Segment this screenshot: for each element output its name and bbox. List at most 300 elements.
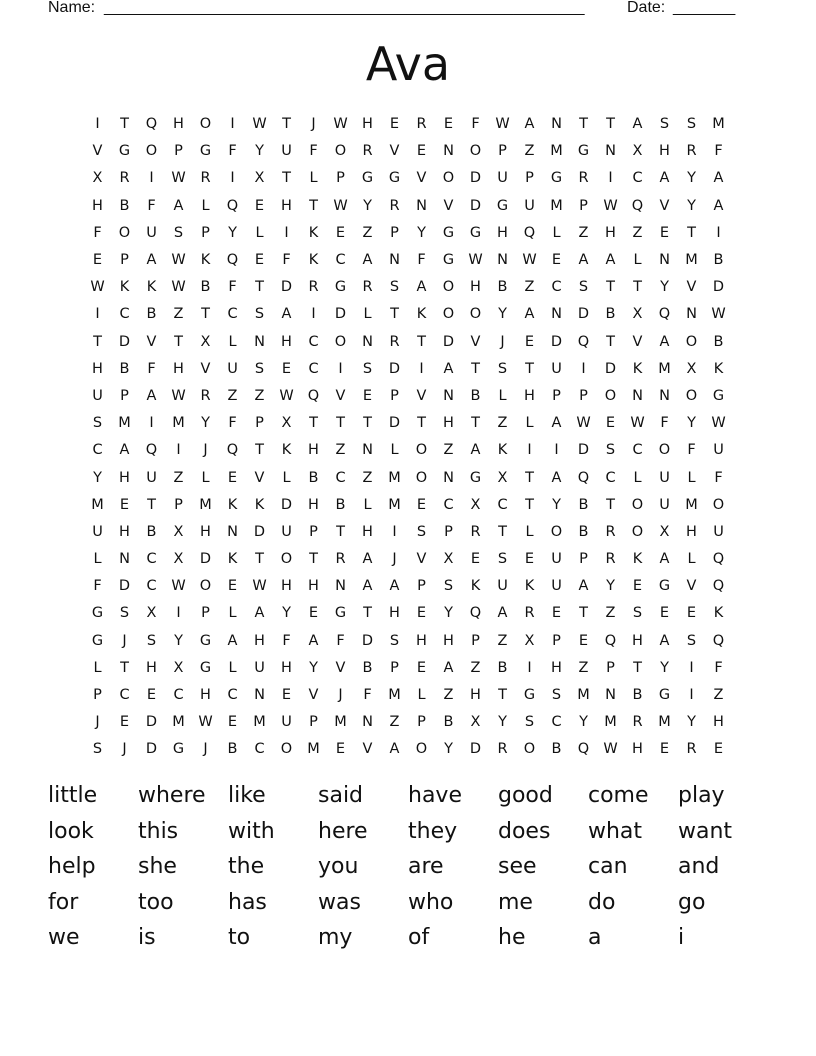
grid-letter[interactable]: K [281,442,292,459]
grid-letter[interactable]: U [227,360,238,377]
grid-letter[interactable]: M [685,496,698,513]
grid-letter[interactable]: K [146,279,157,296]
grid-letter[interactable]: S [146,632,157,649]
grid-letter[interactable]: E [254,197,265,214]
grid-letter[interactable]: S [254,360,265,377]
grid-letter[interactable]: O [550,523,563,540]
grid-letter[interactable]: W [90,279,105,296]
grid-letter[interactable]: S [524,714,535,731]
grid-letter[interactable]: F [228,143,237,160]
grid-letter[interactable]: C [551,714,562,731]
grid-letter[interactable]: Q [226,252,239,269]
grid-letter[interactable]: U [281,143,292,160]
grid-letter[interactable]: S [686,632,697,649]
grid-letter[interactable]: T [471,360,480,377]
grid-letter[interactable]: L [93,659,102,676]
grid-letter[interactable]: Z [335,442,346,459]
grid-letter[interactable]: P [201,224,210,241]
grid-letter[interactable]: F [282,632,291,649]
grid-letter[interactable]: C [335,469,346,486]
grid-letter[interactable]: A [497,605,508,622]
grid-letter[interactable]: D [442,333,455,350]
grid-letter[interactable]: P [201,605,210,622]
grid-letter[interactable]: Q [712,632,725,649]
grid-letter[interactable]: V [308,687,319,704]
grid-letter[interactable]: C [308,333,319,350]
grid-letter[interactable]: O [685,387,698,404]
grid-letter[interactable]: N [497,252,508,269]
grid-letter[interactable]: J [122,741,127,758]
grid-letter[interactable]: P [552,387,561,404]
grid-letter[interactable]: L [633,469,642,486]
grid-letter[interactable]: O [469,306,482,323]
grid-letter[interactable]: I [419,360,424,377]
grid-letter[interactable]: D [577,306,590,323]
grid-letter[interactable]: S [605,442,616,459]
grid-letter[interactable]: N [443,143,454,160]
grid-letter[interactable]: J [311,116,316,133]
grid-letter[interactable]: T [606,496,615,513]
grid-letter[interactable]: J [392,551,397,568]
grid-letter[interactable]: R [389,197,400,214]
grid-letter[interactable]: N [551,306,562,323]
grid-letter[interactable]: G [118,143,131,160]
grid-letter[interactable]: G [199,659,212,676]
grid-letter[interactable]: L [687,551,696,568]
grid-letter[interactable]: H [308,578,319,595]
grid-letter[interactable]: T [606,279,615,296]
grid-letter[interactable]: E [308,605,319,622]
grid-letter[interactable]: G [91,632,104,649]
grid-letter[interactable]: T [309,551,318,568]
grid-letter[interactable]: D [280,496,293,513]
grid-letter[interactable]: R [578,170,589,187]
grid-letter[interactable]: Q [658,306,671,323]
grid-letter[interactable]: H [389,605,400,622]
grid-letter[interactable]: S [578,279,589,296]
grid-letter[interactable]: Y [660,279,669,296]
grid-letter[interactable]: A [524,116,535,133]
grid-letter[interactable]: A [254,605,265,622]
grid-letter[interactable]: H [308,496,319,513]
grid-letter[interactable]: U [281,714,292,731]
grid-letter[interactable]: U [659,469,670,486]
grid-letter[interactable]: I [311,306,316,323]
grid-letter[interactable]: Q [307,387,320,404]
grid-letter[interactable]: Y [309,659,318,676]
grid-letter[interactable]: C [119,306,130,323]
grid-letter[interactable]: B [200,279,211,296]
grid-letter[interactable]: S [686,116,697,133]
grid-letter[interactable]: K [632,360,643,377]
grid-letter[interactable]: W [252,116,267,133]
grid-letter[interactable]: Y [606,578,615,595]
grid-letter[interactable]: A [443,659,454,676]
grid-letter[interactable]: Z [632,224,643,241]
grid-letter[interactable]: C [551,279,562,296]
grid-letter[interactable]: L [498,387,507,404]
grid-letter[interactable]: D [550,333,563,350]
grid-letter[interactable]: U [146,224,157,241]
grid-letter[interactable]: T [363,415,372,432]
grid-letter[interactable]: B [632,687,643,704]
grid-letter[interactable]: T [282,170,291,187]
grid-letter[interactable]: J [95,714,100,731]
grid-letter[interactable]: G [361,170,374,187]
grid-letter[interactable]: R [362,143,373,160]
grid-letter[interactable]: P [390,387,399,404]
grid-letter[interactable]: E [416,605,427,622]
grid-letter[interactable]: E [335,741,346,758]
grid-letter[interactable]: I [230,116,235,133]
grid-letter[interactable]: T [498,523,507,540]
grid-letter[interactable]: P [336,170,345,187]
grid-letter[interactable]: Z [605,605,616,622]
grid-letter[interactable]: O [442,306,455,323]
grid-letter[interactable]: M [550,143,563,160]
grid-letter[interactable]: O [631,523,644,540]
grid-letter[interactable]: U [92,523,103,540]
grid-letter[interactable]: E [416,143,427,160]
grid-letter[interactable]: M [307,741,320,758]
grid-letter[interactable]: L [255,224,264,241]
grid-letter[interactable]: X [173,551,184,568]
grid-letter[interactable]: P [579,551,588,568]
grid-letter[interactable]: E [119,714,130,731]
grid-letter[interactable]: G [199,632,212,649]
grid-letter[interactable]: E [713,741,724,758]
grid-letter[interactable]: E [227,469,238,486]
grid-letter[interactable]: P [390,659,399,676]
grid-letter[interactable]: V [389,143,400,160]
grid-letter[interactable]: X [686,360,697,377]
grid-letter[interactable]: A [659,551,670,568]
grid-letter[interactable]: K [254,496,265,513]
grid-letter[interactable]: H [443,632,454,649]
grid-letter[interactable]: G [442,224,455,241]
grid-letter[interactable]: K [308,252,319,269]
grid-letter[interactable]: C [632,442,643,459]
grid-letter[interactable]: L [228,333,237,350]
name-blank-line[interactable]: ______________________________________________________ [104,0,585,16]
grid-letter[interactable]: N [362,714,373,731]
grid-letter[interactable]: H [497,224,508,241]
grid-letter[interactable]: C [173,687,184,704]
grid-letter[interactable]: H [551,659,562,676]
grid-letter[interactable]: E [416,496,427,513]
grid-letter[interactable]: I [581,360,586,377]
grid-letter[interactable]: Z [389,714,400,731]
grid-letter[interactable]: V [632,333,643,350]
grid-letter[interactable]: B [470,387,481,404]
grid-letter[interactable]: R [308,279,319,296]
grid-letter[interactable]: H [470,687,481,704]
grid-letter[interactable]: E [605,415,616,432]
grid-letter[interactable]: P [471,632,480,649]
grid-letter[interactable]: M [253,714,266,731]
grid-letter[interactable]: Q [604,632,617,649]
grid-letter[interactable]: H [281,333,292,350]
grid-letter[interactable]: Y [498,306,507,323]
grid-letter[interactable]: B [578,496,589,513]
grid-letter[interactable]: Y [660,659,669,676]
grid-letter[interactable]: B [227,741,238,758]
grid-letter[interactable]: L [525,523,534,540]
grid-letter[interactable]: W [333,197,348,214]
grid-letter[interactable]: P [606,659,615,676]
grid-letter[interactable]: U [713,523,724,540]
grid-letter[interactable]: H [524,387,535,404]
grid-letter[interactable]: U [281,523,292,540]
grid-letter[interactable]: U [659,496,670,513]
grid-letter[interactable]: A [146,387,157,404]
grid-letter[interactable]: D [280,279,293,296]
grid-letter[interactable]: G [577,143,590,160]
grid-letter[interactable]: F [147,197,156,214]
grid-letter[interactable]: P [552,632,561,649]
grid-letter[interactable]: B [335,496,346,513]
grid-letter[interactable]: R [632,714,643,731]
grid-letter[interactable]: M [388,687,401,704]
grid-letter[interactable]: Z [173,469,184,486]
grid-letter[interactable]: H [659,143,670,160]
grid-letter[interactable]: R [335,551,346,568]
grid-letter[interactable]: N [254,687,265,704]
grid-letter[interactable]: H [200,687,211,704]
grid-letter[interactable]: V [470,333,481,350]
grid-letter[interactable]: I [176,605,181,622]
grid-letter[interactable]: Q [712,551,725,568]
grid-letter[interactable]: Q [631,197,644,214]
grid-letter[interactable]: W [630,415,645,432]
grid-letter[interactable]: O [334,333,347,350]
grid-letter[interactable]: O [469,143,482,160]
grid-letter[interactable]: E [227,714,238,731]
grid-letter[interactable]: T [579,116,588,133]
grid-letter[interactable]: O [604,387,617,404]
grid-letter[interactable]: L [417,687,426,704]
grid-letter[interactable]: H [92,360,103,377]
grid-letter[interactable]: A [551,415,562,432]
grid-letter[interactable]: J [203,741,208,758]
grid-letter[interactable]: R [686,741,697,758]
grid-letter[interactable]: H [281,197,292,214]
grid-letter[interactable]: C [92,442,103,459]
grid-letter[interactable]: R [416,116,427,133]
grid-letter[interactable]: G [91,605,104,622]
grid-letter[interactable]: Y [552,496,561,513]
grid-letter[interactable]: Y [444,741,453,758]
grid-letter[interactable]: P [309,714,318,731]
grid-letter[interactable]: X [497,469,508,486]
grid-letter[interactable]: S [92,415,103,432]
grid-letter[interactable]: A [578,252,589,269]
grid-letter[interactable]: N [119,551,130,568]
grid-letter[interactable]: Z [497,632,508,649]
grid-letter[interactable]: U [254,659,265,676]
grid-letter[interactable]: E [551,252,562,269]
grid-letter[interactable]: V [200,360,211,377]
grid-letter[interactable]: D [145,714,158,731]
grid-letter[interactable]: V [335,659,346,676]
grid-letter[interactable]: P [120,387,129,404]
grid-letter[interactable]: O [415,442,428,459]
grid-letter[interactable]: L [282,469,291,486]
grid-letter[interactable]: H [200,523,211,540]
grid-letter[interactable]: M [658,360,671,377]
grid-letter[interactable]: C [443,496,454,513]
grid-letter[interactable]: D [145,741,158,758]
grid-letter[interactable]: U [92,387,103,404]
grid-letter[interactable]: S [173,224,184,241]
grid-letter[interactable]: O [685,333,698,350]
grid-letter[interactable]: I [689,687,694,704]
grid-letter[interactable]: H [713,714,724,731]
grid-letter[interactable]: U [146,469,157,486]
grid-letter[interactable]: Y [255,143,264,160]
grid-letter[interactable]: N [254,333,265,350]
grid-letter[interactable]: W [279,387,294,404]
grid-letter[interactable]: F [417,252,426,269]
grid-letter[interactable]: M [604,714,617,731]
grid-letter[interactable]: F [228,279,237,296]
grid-letter[interactable]: I [284,224,289,241]
grid-letter[interactable]: H [281,578,292,595]
grid-letter[interactable]: X [173,659,184,676]
grid-letter[interactable]: K [119,279,130,296]
grid-letter[interactable]: T [255,279,264,296]
grid-letter[interactable]: W [252,578,267,595]
grid-letter[interactable]: L [687,469,696,486]
grid-letter[interactable]: L [633,252,642,269]
grid-letter[interactable]: H [686,523,697,540]
grid-letter[interactable]: N [389,252,400,269]
grid-letter[interactable]: A [389,741,400,758]
grid-letter[interactable]: H [632,741,643,758]
grid-letter[interactable]: Z [227,387,238,404]
grid-letter[interactable]: O [415,741,428,758]
grid-letter[interactable]: I [392,523,397,540]
grid-letter[interactable]: F [687,442,696,459]
grid-letter[interactable]: I [554,442,559,459]
grid-letter[interactable]: P [417,578,426,595]
grid-letter[interactable]: E [524,333,535,350]
grid-letter[interactable]: X [146,605,157,622]
grid-letter[interactable]: T [255,551,264,568]
grid-letter[interactable]: Q [523,224,536,241]
grid-letter[interactable]: X [254,170,265,187]
grid-letter[interactable]: Y [687,415,696,432]
grid-letter[interactable]: Q [577,469,590,486]
grid-letter[interactable]: G [469,469,482,486]
grid-letter[interactable]: U [551,578,562,595]
grid-letter[interactable]: C [227,306,238,323]
grid-letter[interactable]: O [631,496,644,513]
grid-letter[interactable]: T [282,116,291,133]
grid-letter[interactable]: N [443,387,454,404]
grid-letter[interactable]: D [469,197,482,214]
grid-letter[interactable]: E [551,605,562,622]
grid-letter[interactable]: K [308,224,319,241]
grid-letter[interactable]: A [578,578,589,595]
grid-letter[interactable]: T [255,442,264,459]
grid-letter[interactable]: R [200,387,211,404]
grid-letter[interactable]: G [172,741,185,758]
grid-letter[interactable]: P [255,415,264,432]
grid-letter[interactable]: T [525,469,534,486]
grid-letter[interactable]: K [713,605,724,622]
grid-letter[interactable]: Z [254,387,265,404]
grid-letter[interactable]: E [389,116,400,133]
grid-letter[interactable]: M [577,687,590,704]
grid-letter[interactable]: T [147,496,156,513]
grid-letter[interactable]: E [92,252,103,269]
grid-letter[interactable]: Y [687,197,696,214]
grid-letter[interactable]: P [390,224,399,241]
grid-letter[interactable]: Y [282,605,291,622]
grid-letter[interactable]: H [605,224,616,241]
grid-letter[interactable]: Y [579,714,588,731]
grid-letter[interactable]: H [119,469,130,486]
grid-letter[interactable]: E [632,578,643,595]
grid-letter[interactable]: G [469,224,482,241]
grid-letter[interactable]: F [282,252,291,269]
grid-letter[interactable]: E [578,632,589,649]
grid-letter[interactable]: P [93,687,102,704]
grid-letter[interactable]: V [659,197,670,214]
grid-letter[interactable]: H [173,116,184,133]
grid-letter[interactable]: P [498,143,507,160]
grid-letter[interactable]: W [468,252,483,269]
grid-letter[interactable]: P [444,523,453,540]
grid-letter[interactable]: L [228,605,237,622]
grid-letter[interactable]: G [199,143,212,160]
grid-letter[interactable]: Q [226,442,239,459]
grid-letter[interactable]: E [416,659,427,676]
grid-letter[interactable]: G [658,687,671,704]
grid-letter[interactable]: T [309,197,318,214]
grid-letter[interactable]: A [146,252,157,269]
grid-letter[interactable]: T [309,415,318,432]
grid-letter[interactable]: I [689,659,694,676]
grid-letter[interactable]: D [469,741,482,758]
grid-letter[interactable]: T [471,415,480,432]
grid-letter[interactable]: O [334,143,347,160]
grid-letter[interactable]: I [230,170,235,187]
grid-letter[interactable]: A [308,632,319,649]
grid-letter[interactable]: Z [578,224,589,241]
grid-letter[interactable]: M [685,252,698,269]
grid-letter[interactable]: E [524,551,535,568]
grid-letter[interactable]: T [606,116,615,133]
grid-letter[interactable]: K [524,578,535,595]
grid-letter[interactable]: S [659,116,670,133]
grid-letter[interactable]: C [146,578,157,595]
grid-letter[interactable]: A [524,306,535,323]
grid-letter[interactable]: S [551,687,562,704]
grid-letter[interactable]: W [522,252,537,269]
grid-letter[interactable]: I [527,442,532,459]
grid-letter[interactable]: L [228,659,237,676]
grid-letter[interactable]: J [338,687,343,704]
grid-letter[interactable]: Y [687,714,696,731]
grid-letter[interactable]: T [174,333,183,350]
grid-letter[interactable]: C [146,551,157,568]
grid-letter[interactable]: R [389,333,400,350]
grid-letter[interactable]: P [174,143,183,160]
grid-letter[interactable]: A [605,252,616,269]
grid-letter[interactable]: O [442,170,455,187]
